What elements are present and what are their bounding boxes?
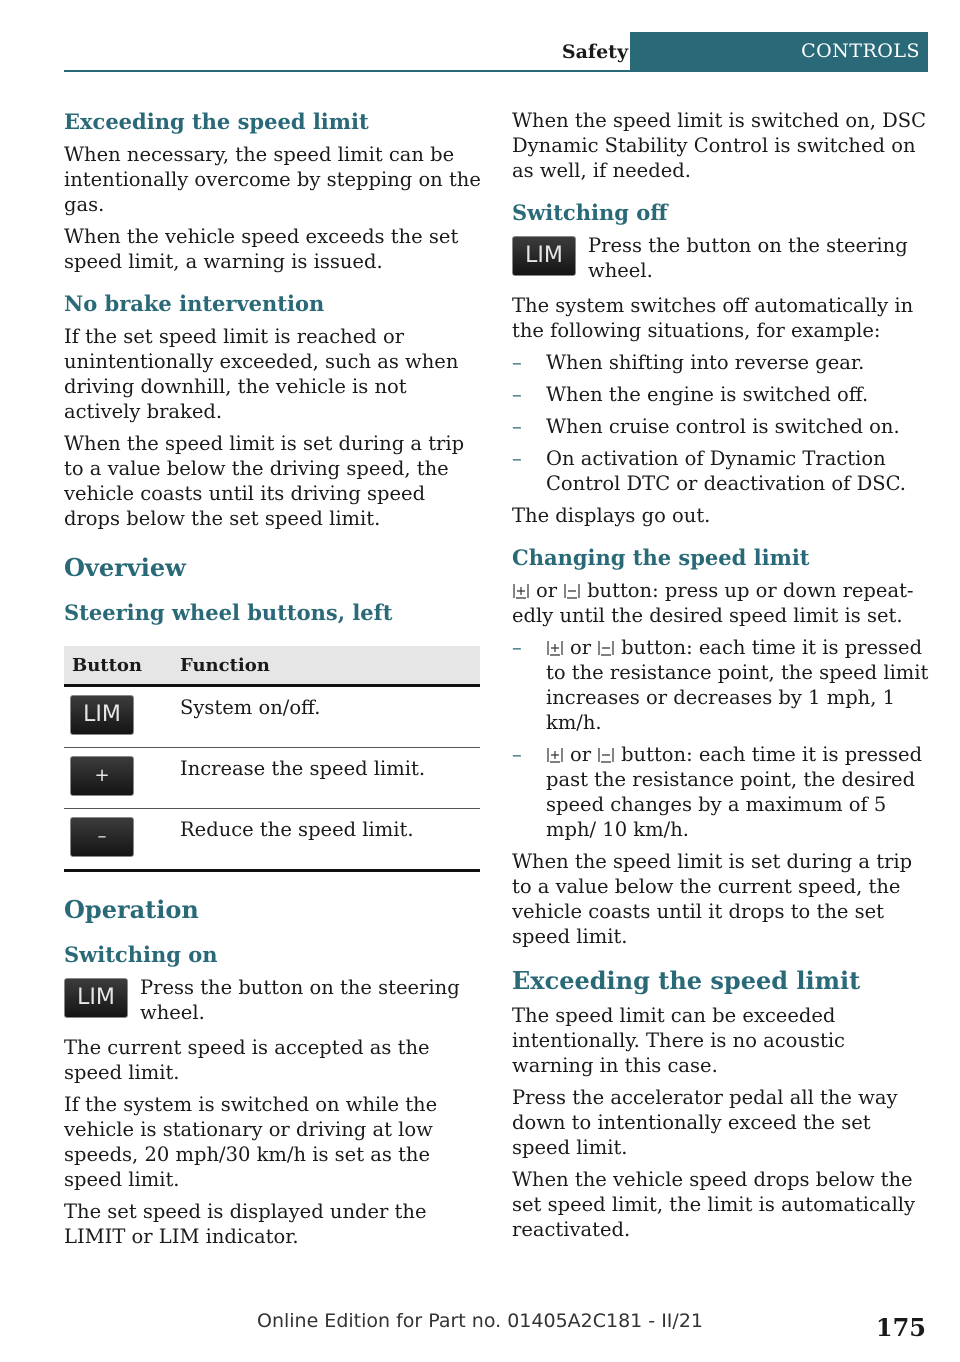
plus-button-icon: + bbox=[70, 756, 134, 796]
switch-off-instruction: Press the button on the steering wheel. bbox=[588, 234, 908, 282]
heading-switching-off: Switching off bbox=[512, 200, 668, 225]
chapter-tab: CONTROLS bbox=[630, 32, 928, 70]
list-item: – When cruise control is switched on. bbox=[512, 415, 900, 438]
heading-no-brake: No brake intervention bbox=[64, 291, 325, 316]
paragraph: If the system is switched on while the vehicle is stationary or driving at low speeds, 20 mph/30 km/h is set as the speed limit. bbox=[64, 1093, 438, 1191]
heading-switching-on: Switching on bbox=[64, 942, 218, 967]
minus-button-icon: – bbox=[70, 817, 134, 857]
lim-button-icon: LIM bbox=[512, 236, 576, 276]
list-item: – When shifting into reverse gear. bbox=[512, 351, 865, 374]
lim-button-icon: LIM bbox=[70, 695, 134, 735]
plus-box-icon bbox=[512, 582, 530, 600]
header-rule bbox=[64, 70, 928, 72]
minus-box-icon bbox=[597, 746, 615, 764]
plus-box-icon bbox=[546, 639, 564, 657]
paragraph: When the speed limit is set during a trip to a value below the driving speed, the vehicle coasts until its driving speed drops below the set speed limit. bbox=[64, 432, 465, 530]
minus-box-icon bbox=[597, 639, 615, 657]
heading-overview: Overview bbox=[64, 553, 186, 582]
switch-off-list bbox=[512, 350, 932, 496]
paragraph: When the speed limit is set during a trip to a value below the current speed, the vehicle coasts until it drops to the set speed limit. bbox=[512, 850, 913, 948]
paragraph: When the vehicle speed drops below the set speed limit, the limit is automatically reactivated. bbox=[512, 1168, 916, 1241]
paragraph: If the set speed limit is reached or unintentionally exceeded, such as when driving downhill, the vehicle is not actively braked. bbox=[64, 325, 459, 423]
paragraph: When necessary, the speed limit can be intentionally overcome by stepping on the gas. bbox=[64, 143, 481, 216]
table-row bbox=[64, 686, 480, 748]
table-cell-function: System on/off. bbox=[172, 686, 480, 748]
button-table bbox=[64, 646, 480, 872]
paragraph: When the vehicle speed exceeds the set speed limit, a warning is issued. bbox=[64, 225, 459, 273]
page-number: 175 bbox=[875, 1313, 926, 1342]
paragraph: Press the accelerator pedal all the way down to intentionally exceed the set speed limit. bbox=[512, 1086, 898, 1159]
paragraph: The system switches off automatically in the following situations, for example: bbox=[512, 294, 914, 342]
list-item: – When the engine is switched off. bbox=[512, 383, 869, 406]
paragraph: When the speed limit is switched on, DSC Dynamic Stability Control is switched on as well, if needed. bbox=[512, 109, 927, 182]
list-item: – or button: each time it is pressed to the resistance point, the speed limit increases or decreases by 1 mph, 1 km/h. bbox=[512, 636, 929, 734]
left-column bbox=[64, 108, 482, 1256]
table-row bbox=[64, 809, 480, 871]
list-item: – or button: each time it is pressed past the resistance point, the desired speed changes by a maximum of 5 mph/ 10 km/h. bbox=[512, 743, 923, 841]
heading-exceeding: Exceeding the speed limit bbox=[64, 109, 369, 134]
right-column bbox=[512, 108, 932, 1249]
heading-exceeding-right: Exceeding the speed limit bbox=[512, 966, 861, 995]
section-label: Safety bbox=[561, 41, 628, 63]
change-list bbox=[512, 635, 932, 842]
list-item: – On activation of Dynamic Traction Control DTC or deactivation of DSC. bbox=[512, 447, 906, 495]
table-header-button: Button bbox=[64, 646, 172, 686]
table-cell-function: Increase the speed limit. bbox=[172, 748, 480, 809]
lim-button-icon: LIM bbox=[64, 978, 128, 1018]
table-header-function: Function bbox=[172, 646, 480, 686]
paragraph: The displays go out. bbox=[512, 504, 711, 527]
heading-steering-buttons: Steering wheel buttons, left bbox=[64, 600, 393, 625]
paragraph: The current speed is accepted as the speed limit. bbox=[64, 1036, 430, 1084]
paragraph: The speed limit can be exceeded intentionally. There is no acoustic warning in this case. bbox=[512, 1004, 845, 1077]
switch-on-instruction: Press the button on the steering wheel. bbox=[140, 976, 460, 1024]
change-intro: or button: press up or down repeatedly until the desired speed limit is set. bbox=[512, 579, 914, 627]
heading-changing-limit: Changing the speed limit bbox=[512, 545, 810, 570]
paragraph: The set speed is displayed under the LIMIT or LIM indicator. bbox=[64, 1200, 427, 1248]
table-cell-function: Reduce the speed limit. bbox=[172, 809, 480, 871]
footer-edition: Online Edition for Part no. 01405A2C181 - II/21 bbox=[256, 1310, 703, 1332]
minus-box-icon bbox=[563, 582, 581, 600]
heading-operation: Operation bbox=[64, 895, 199, 924]
table-row bbox=[64, 748, 480, 809]
plus-box-icon bbox=[546, 746, 564, 764]
